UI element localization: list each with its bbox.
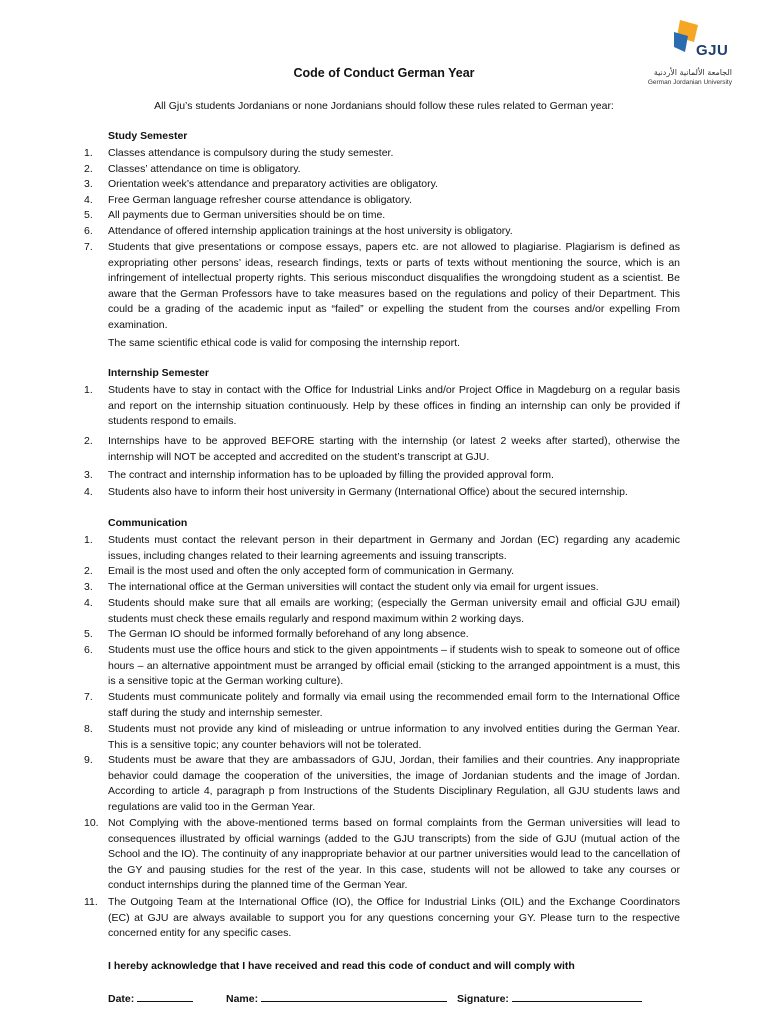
item-number: 10. xyxy=(84,817,99,829)
item-number: 3. xyxy=(84,178,93,190)
signature-field[interactable] xyxy=(457,991,642,1005)
item-number: 11. xyxy=(84,896,98,908)
study-item xyxy=(84,162,680,178)
item-text: Email is the most used and often the only accepted form of communication in Germany. xyxy=(108,565,515,577)
date-field[interactable] xyxy=(108,991,193,1005)
item-number: 2. xyxy=(84,435,93,447)
study-item xyxy=(84,208,680,224)
communication-heading: Communication xyxy=(108,517,188,529)
document-title: Code of Conduct German Year xyxy=(293,66,475,80)
communication-item xyxy=(84,533,680,564)
item-number: 1. xyxy=(84,384,93,396)
name-field[interactable] xyxy=(226,991,447,1005)
study-item xyxy=(84,146,680,162)
date-blank[interactable] xyxy=(137,991,193,1002)
item-number: 9. xyxy=(84,754,93,766)
study-item xyxy=(84,224,680,240)
item-text: Students should make sure that all emails are working; (especially the German university email and official GJU email) students must check these emails regularly and respond maximum within 2 working days. xyxy=(108,597,680,625)
logo-arabic-name: الجامعة الألمانية الأردنية xyxy=(653,68,732,77)
item-number: 4. xyxy=(84,597,93,609)
internship-item xyxy=(84,383,680,430)
item-number: 7. xyxy=(84,241,93,253)
internship-item xyxy=(84,468,680,484)
item-number: 7. xyxy=(84,691,93,703)
item-number: 6. xyxy=(84,644,93,656)
internship-semester-heading: Internship Semester xyxy=(108,367,209,379)
item-number: 3. xyxy=(84,469,93,481)
item-text: Students have to stay in contact with the Office for Industrial Links and/or Project Office in Magdeburg on a regular basis and report on the internship situation continuously. Help by these offices in finding an internship can only be provided if students respond to emails. xyxy=(108,384,680,427)
item-text: Students must not provide any kind of misleading or untrue information to any involved entities during the German Year. This is a sensitive topic; any counter behaviors will not be tolerated. xyxy=(108,723,680,751)
communication-item xyxy=(84,580,680,596)
item-text: Attendance of offered internship application trainings at the host university is obligatory. xyxy=(108,225,513,237)
item-text: The contract and internship information has to be uploaded by filling the provided approval form. xyxy=(108,469,554,481)
communication-item xyxy=(84,564,680,580)
communication-item xyxy=(84,753,680,815)
item-text: Free German language refresher course attendance is obligatory. xyxy=(108,194,412,206)
communication-item xyxy=(84,627,680,643)
communication-item xyxy=(84,596,680,627)
item-text: The international office at the German universities will contact the student only via email for urgent issues. xyxy=(108,581,599,593)
study-item xyxy=(84,177,680,193)
item-number: 1. xyxy=(84,147,93,159)
item-text: Students also have to inform their host university in Germany (International Office) about the secured internship. xyxy=(108,486,628,498)
communication-item xyxy=(84,816,680,894)
item-text: Not Complying with the above-mentioned terms based on formal complaints from the German universities will lead to consequences illustrated by official warnings (added to the GJU transcripts) from the side of GJU (mutual action of the School and the IO). The continuity of any inappropriate behavior at our partner universities would lead to the cancellation of the GY and pausing studies for the rest of the year. In this case, students will not be allowed to take any courses or conduct internships during the planned time of the German Year. xyxy=(108,817,680,891)
internship-item xyxy=(84,485,680,501)
item-number: 6. xyxy=(84,225,93,237)
item-text: Orientation week’s attendance and preparatory activities are obligatory. xyxy=(108,178,438,190)
study-item xyxy=(84,193,680,209)
communication-item xyxy=(84,895,680,942)
study-item xyxy=(84,240,680,333)
item-number: 3. xyxy=(84,581,93,593)
item-text: Students must communicate politely and formally via email using the recommended email form to the International Office staff during the study and internship semester. xyxy=(108,691,680,719)
signature-blank[interactable] xyxy=(512,991,642,1002)
communication-item xyxy=(84,643,680,690)
intro-text: All Gju’s students Jordanians or none Jordanians should follow these rules related to German year: xyxy=(154,100,614,112)
communication-item xyxy=(84,722,680,753)
item-number: 1. xyxy=(84,534,93,546)
item-number: 4. xyxy=(84,194,93,206)
study-note: The same scientific ethical code is valid for composing the internship report. xyxy=(108,337,460,349)
item-number: 8. xyxy=(84,723,93,735)
study-semester-heading: Study Semester xyxy=(108,130,188,142)
item-text: Students that give presentations or compose essays, papers etc. are not allowed to plagiarise. Plagiarism is defined as expropriating other persons’ ideas, research findings, texts or parts of texts without mentioning the source, which is an infringement of intellectual property rights. This serious misconduct disqualifies the wrongdoing student as a scientist. Be aware that the German Professors have to take measures based on the regulations and policy of their Department. This could be a grading of the academic input as “failed” or expelling the student from the courses and/or expelling From examination. xyxy=(108,241,680,331)
item-text: The Outgoing Team at the International Office (IO), the Office for Industrial Links (OIL) and the Exchange Coordinators (EC) at GJU are always available to support you for any questions concerning your GY. Please turn to the respective concerned entity for any specific cases. xyxy=(108,896,680,939)
item-number: 4. xyxy=(84,486,93,498)
date-label: Date: xyxy=(108,993,135,1005)
name-blank[interactable] xyxy=(261,991,447,1002)
logo-english-name: German Jordanian University xyxy=(647,79,732,86)
internship-item xyxy=(84,434,680,465)
item-text: Students must use the office hours and stick to the given appointments – if students wish to speak to someone out of office hours – an alternative appointment must be arranged by official email (sticking to the arranged appointment is a must, this is a sensitive topic at the German working culture). xyxy=(108,644,680,687)
item-text: Classes’ attendance on time is obligatory. xyxy=(108,163,301,175)
item-text: Students must contact the relevant person in their department in Germany and Jordan (EC) regarding any academic issues, including changes related to their learning agreements and issuing transcripts. xyxy=(108,534,680,562)
name-label: Name: xyxy=(226,993,259,1005)
item-text: Students must be aware that they are ambassadors of GJU, Jordan, their families and their countries. Any inappropriate behavior could damage the cooperation of the universities, the image of Jordanian students and the image of Jordan. According to article 4, paragraph p from Instructions of the Students Disciplinary Regulation, all GJU students laws and regulations are valid too in the German Year. xyxy=(108,754,680,813)
item-number: 5. xyxy=(84,628,93,640)
item-text: The German IO should be informed formally beforehand of any long absence. xyxy=(108,628,469,640)
item-number: 2. xyxy=(84,565,93,577)
item-text: Classes attendance is compulsory during the study semester. xyxy=(108,147,394,159)
item-text: Internships have to be approved BEFORE starting with the internship (or latest 2 weeks after started), otherwise the internship will NOT be accepted and accredited on the student’s transcript at GJU. xyxy=(108,435,680,463)
acknowledgement-text: I hereby acknowledge that I have received and read this code of conduct and will comply with xyxy=(108,960,575,972)
communication-item xyxy=(84,690,680,721)
item-number: 5. xyxy=(84,209,93,221)
item-text: All payments due to German universities should be on time. xyxy=(108,209,386,221)
logo-abbreviation: GJU xyxy=(696,42,729,59)
item-number: 2. xyxy=(84,163,93,175)
signature-label: Signature: xyxy=(457,993,509,1005)
